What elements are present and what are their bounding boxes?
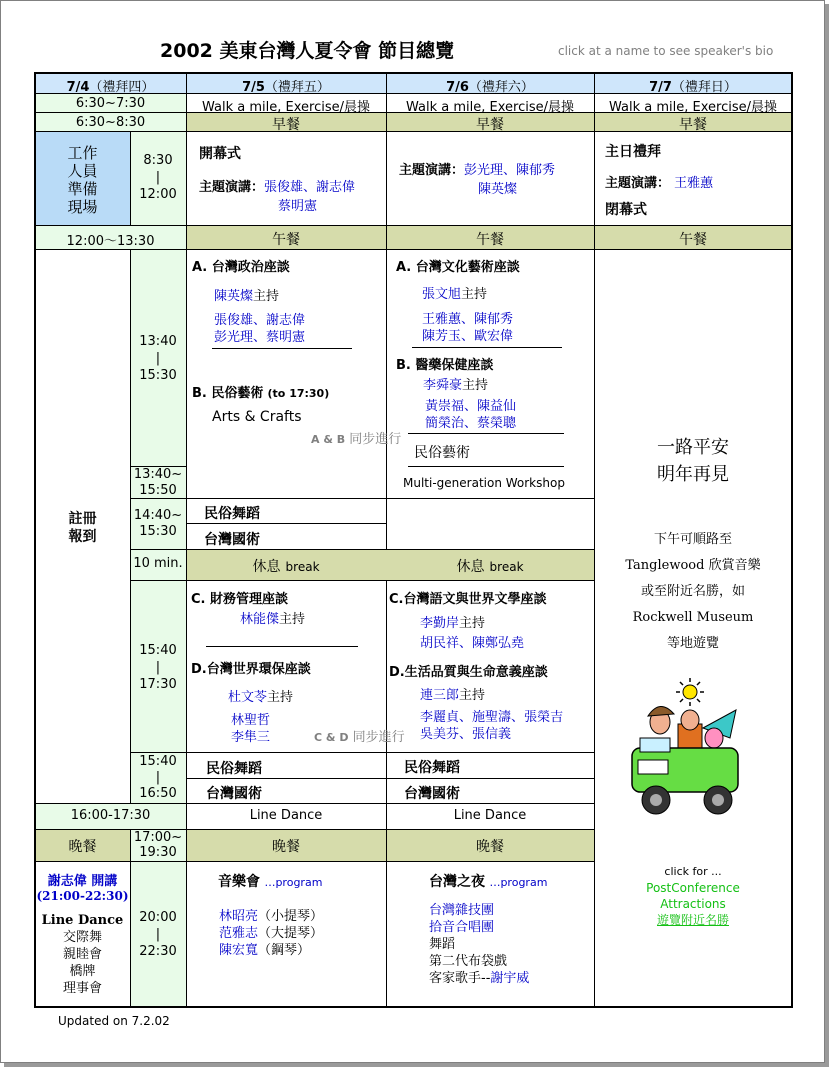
speaker-link[interactable]: 黃崇福 (425, 399, 465, 414)
speaker-link[interactable]: 彭光理 (464, 163, 504, 178)
breakfast-fri: 早餐 (272, 117, 300, 133)
thu-talk-time: (21:00-22:30) (36, 889, 129, 903)
speaker-link[interactable]: 謝志偉 (47, 874, 87, 889)
speaker-link[interactable]: 張信義 (472, 727, 512, 742)
morning-time: 8:30 | 12:00 (139, 153, 177, 202)
speaker-link[interactable]: 杜文苓 (228, 690, 268, 705)
speaker-link[interactable]: 謝志偉 (266, 313, 306, 328)
speaker-link[interactable]: 謝志偉 (316, 180, 356, 195)
staff-prep: 工作 人員 準備 現場 (67, 144, 98, 216)
day-header-fri: 7/5（禮拜五） (242, 80, 330, 95)
speaker-link[interactable]: 陳芳玉 (422, 329, 462, 344)
program-link[interactable]: …program (264, 876, 323, 889)
farewell: 一路平安 明年再見 (657, 437, 729, 485)
time-1340b: 13:40~ 15:50 (133, 467, 183, 498)
fri-concert: 音樂會 …program (218, 874, 323, 890)
sat-panel-a-speakers2: 陳芳玉、歐宏偉 (422, 329, 514, 344)
sat-panel-a-host: 張文旭主持 (422, 287, 488, 302)
day-header-sun: 7/7（禮拜日） (649, 80, 737, 95)
speaker-link[interactable]: 陳鄭弘堯 (472, 636, 525, 651)
fri-keynote: 主題演講：張俊雄、謝志偉 (199, 180, 356, 195)
speaker-link[interactable]: 陳益仙 (477, 399, 517, 414)
time-1540b: 15:40 | 16:50 (139, 754, 177, 801)
program-link[interactable]: …program (489, 876, 548, 889)
speaker-link[interactable]: 簡榮治 (425, 416, 465, 431)
thu-talk-title: 謝志偉 開講 (47, 874, 118, 889)
sun-worship: 主日禮拜 (605, 144, 661, 160)
time-1540: 15:40 | 17:30 (139, 643, 177, 692)
breakfast-time: 6:30~8:30 (75, 115, 146, 130)
sun-afternoon-text: 下午可順路至 Tanglewood 欣賞音樂 或至附近名勝，如 Rockwell Museum 等地遊覽 (625, 532, 761, 651)
lunch-sun: 午餐 (679, 232, 707, 248)
walk-sun: Walk a mile, Exercise/晨操 (609, 100, 777, 115)
sat-panel-b-speakers2: 簡榮治、蔡榮聰 (425, 416, 517, 431)
sat-panel-b-title: B. 醫藥保健座談 (396, 358, 494, 373)
fri-panel-a-title: A. 台灣政治座談 (192, 260, 290, 275)
fri-panel-d-host: 杜文苓主持 (228, 690, 294, 705)
fri-panel-b-en: Arts & Crafts (212, 409, 302, 425)
fri-folk-dance-2: 民俗舞蹈 (206, 761, 262, 777)
fri-panel-d-title: D.台灣世界環保座談 (191, 662, 311, 677)
sat-panel-c-host: 李勤岸主持 (420, 616, 486, 631)
speaker-link[interactable]: 陳宏寬 (219, 943, 259, 958)
speaker-link[interactable]: 張文旭 (422, 287, 462, 302)
sat-panel-d-host: 連三郎主持 (420, 688, 486, 703)
speaker-link[interactable]: 林聖哲 (231, 713, 271, 728)
sat-panel-b-speakers1: 黃崇福、陳益仙 (425, 399, 517, 414)
dinner-fri: 晚餐 (272, 839, 300, 855)
linedance-fri: Line Dance (249, 808, 323, 823)
car-clipart-image (618, 676, 748, 826)
breakfast-sat: 早餐 (476, 117, 504, 133)
speaker-link[interactable]: 李勤岸 (420, 616, 460, 631)
registration: 註冊 報到 (68, 511, 97, 545)
walk-fri: Walk a mile, Exercise/晨操 (202, 100, 370, 115)
sat-panel-c-speakers: 胡民祥、陳鄭弘堯 (420, 636, 525, 651)
sat-martial-arts: 台灣國術 (404, 786, 460, 802)
walk-sat: Walk a mile, Exercise/晨操 (406, 100, 574, 115)
fri-opening: 開幕式 (199, 146, 241, 162)
speaker-link[interactable]: 李隼三 (231, 730, 271, 745)
fri-panel-c-title: C. 財務管理座談 (191, 592, 289, 607)
speaker-link[interactable]: 李麗貞 (420, 710, 460, 725)
sat-night: 台灣之夜 …program (429, 874, 548, 890)
performer-link[interactable]: 謝宇威 (490, 971, 530, 986)
speaker-link[interactable]: 陳英燦 (478, 182, 518, 197)
sat-panel-a-speakers1: 王雅蕙、陳郁秀 (422, 312, 514, 327)
sat-panel-c-title: C.台灣語文與世界文學座談 (389, 592, 547, 607)
dinner-time: 17:00~ 19:30 (133, 830, 183, 860)
thu-evening-list: Line Dance 交際舞 親睦會 橋牌 理事會 (41, 913, 124, 996)
speaker-link[interactable]: 陳郁秀 (474, 312, 514, 327)
walk-time: 6:30~7:30 (75, 96, 146, 111)
dinner-thu: 晚餐 (68, 839, 97, 855)
sat-panel-b-host: 李舜豪主持 (423, 378, 489, 393)
fri-panel-a-speakers2: 彭光理、蔡明憲 (214, 330, 306, 345)
day-header-thu: 7/4（禮拜四） (66, 80, 155, 95)
sat-folk-art: 民俗藝術 (414, 445, 470, 461)
speaker-link[interactable]: 林昭亮 (219, 909, 259, 924)
break-fri: 休息 break (252, 559, 320, 575)
speaker-link[interactable]: 吳美芬 (420, 727, 460, 742)
lunch-sat: 午餐 (476, 232, 504, 248)
time-1340: 13:40 | 15:30 (139, 334, 177, 383)
speaker-link[interactable]: 蔡榮聰 (477, 416, 517, 431)
speaker-link[interactable]: 陳郁秀 (516, 163, 556, 178)
cd-sync: C & D 同步進行 (314, 730, 405, 745)
break-sat: 休息 break (456, 559, 524, 575)
sun-icon (676, 678, 704, 706)
speaker-link[interactable]: 王雅蕙 (674, 176, 714, 191)
break-time: 10 min. (133, 556, 183, 571)
sat-panel-d-speakers2: 吳美芬、張信義 (420, 727, 512, 742)
sat-panel-d-title: D.生活品質與生命意義座談 (389, 665, 548, 680)
linedance-sat: Line Dance (453, 808, 527, 823)
lunch-fri: 午餐 (272, 232, 300, 248)
sat-multigen: Multi-generation Workshop (403, 476, 565, 490)
sat-panel-a-title: A. 台灣文化藝術座談 (396, 260, 520, 275)
post-conference-link[interactable]: PostConference Attractions 遊覽附近名勝 (646, 881, 740, 927)
sat-night-list: 台灣雜技團 拾音合唱團 舞蹈 第二代布袋戲 客家歌手--謝宇威 (429, 903, 530, 986)
click-for-label: click for ... (664, 865, 722, 878)
fri-folk-dance: 民俗舞蹈 (204, 506, 260, 522)
speaker-link[interactable]: 彭光理 (214, 330, 254, 345)
speaker-link[interactable]: 范雅志 (219, 926, 259, 941)
speaker-link[interactable]: 張俊雄 (264, 180, 304, 195)
sat-keynote: 主題演講：彭光理、陳郁秀 (399, 163, 556, 178)
performer-link[interactable]: 台灣雜技團 (429, 903, 495, 918)
page-title: 2002 美東台灣人夏令會 節目總覽 (160, 40, 455, 62)
speaker-link[interactable]: 胡民祥 (420, 636, 460, 651)
fri-panel-a-speakers1: 張俊雄、謝志偉 (214, 313, 306, 328)
fri-panel-b-title: B. 民俗藝術 (to 17:30) (192, 386, 330, 401)
fri-martial-arts-2: 台灣國術 (206, 786, 262, 802)
ab-sync: A & B 同步進行 (311, 432, 402, 447)
speaker-link[interactable]: 蔡明憲 (278, 199, 318, 214)
performer-link[interactable]: 拾音合唱團 (429, 920, 495, 935)
speaker-link[interactable]: 張俊雄 (214, 313, 254, 328)
dinner-sat: 晚餐 (476, 839, 504, 855)
fri-panel-c-host: 林能傑主持 (240, 612, 306, 627)
fri-martial-arts: 台灣國術 (204, 532, 260, 548)
fri-musicians: 林昭亮（小提琴） 范雅志（大提琴） 陳宏寬（鋼琴） (219, 909, 324, 958)
day-header-sat: 7/6（禮拜六） (446, 80, 534, 95)
time-1440: 14:40~ 15:30 (133, 508, 183, 539)
sun-keynote: 主題演講： 王雅蕙 (605, 176, 714, 191)
speaker-link[interactable]: 蔡明憲 (266, 330, 306, 345)
linedance-time: 16:00-17:30 (70, 808, 151, 823)
lunch-time: 12:00～13:30 (66, 234, 155, 249)
sat-folk-dance: 民俗舞蹈 (404, 760, 460, 776)
sat-panel-d-speakers1: 李麗貞、施聖濤、張榮吉 (420, 710, 564, 725)
speaker-link[interactable]: 林能傑 (240, 612, 280, 627)
speaker-link[interactable]: 張榮吉 (524, 710, 564, 725)
updated-note: Updated on 7.2.02 (58, 1014, 170, 1028)
speaker-link[interactable]: 歐宏偉 (474, 329, 514, 344)
speaker-link[interactable]: 施聖濤 (472, 710, 512, 725)
evening-time: 20:00 | 22:30 (139, 910, 177, 959)
speaker-link[interactable]: 連三郎 (420, 688, 460, 703)
bio-hint: click at a name to see speaker's bio (558, 44, 774, 58)
speaker-link[interactable]: 王雅蕙 (422, 312, 462, 327)
speaker-link[interactable]: 陳英燦 (214, 289, 254, 304)
breakfast-sun: 早餐 (679, 117, 707, 133)
fri-panel-a-host: 陳英燦主持 (214, 289, 280, 304)
sun-closing: 閉幕式 (605, 202, 647, 218)
speaker-link[interactable]: 李舜豪 (423, 378, 463, 393)
